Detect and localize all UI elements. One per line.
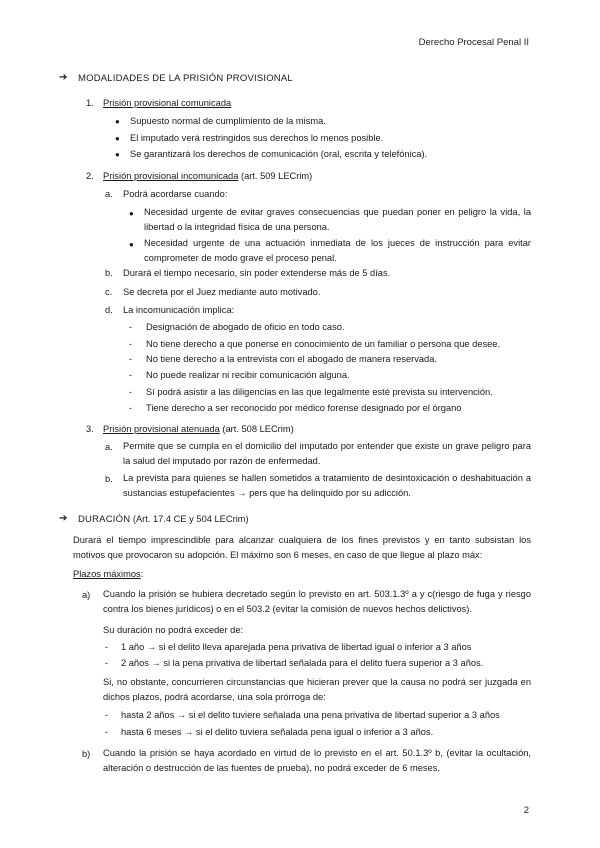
item-title: Prisión provisional incomunicada [103, 171, 239, 181]
list-item: El imputado verá restringidos sus derechos lo menos posible. [130, 133, 384, 143]
subsection-colon: : [140, 569, 144, 579]
sub-text: Se decreta por el Juez mediante auto motivado. [123, 287, 321, 297]
dash-marker: - [105, 642, 109, 652]
sub-label: b. [105, 268, 113, 278]
section-title: DURACIÓN [78, 514, 131, 525]
list-item: Designación de abogado de oficio en todo caso. [146, 322, 345, 332]
subsection-heading [73, 569, 143, 579]
sub-text: Cuando la prisión se haya acordado en virtud de lo previsto en el art. 50.1.3º b, (evitar la ocultación, alteración o destrucción de las fuentes de prueba), no podrá exceder de 6 meses. [103, 748, 531, 773]
section-heading [78, 514, 249, 525]
item-number: 2. [86, 171, 94, 181]
dash-marker: - [129, 354, 133, 364]
sub-text: La prevista para quienes se hallen sometidos a tratamiento de desintoxicación o deshabituación a sustancias estupefacientes → pers que ha delinquido por su adicción. [123, 473, 531, 498]
sub-label: b) [82, 749, 91, 759]
dash-marker: - [105, 658, 109, 668]
list-item: Necesidad urgente de una actuación inmediata de los jueces de instrucción para evitar comprometer de modo grave el proceso penal. [144, 238, 531, 263]
list-item: No puede realizar ni recibir comunicación alguna. [146, 370, 350, 380]
bullet-icon: ● [115, 117, 120, 126]
list-item: hasta 6 meses → si el delito tuviera señalada pena igual o inferior a 3 años. [121, 727, 434, 737]
sub-text: La incomunicación implica: [123, 305, 235, 315]
dash-marker: - [105, 727, 109, 737]
item-title: Prisión provisional atenuada [103, 424, 220, 434]
item-heading [103, 424, 294, 434]
dash-marker: - [129, 339, 133, 349]
bullet-icon: ● [115, 134, 120, 143]
section-reference: (Art. 17.4 CE y 504 LECrim) [130, 514, 249, 524]
item-reference: (art. 509 LECrim) [238, 171, 313, 181]
sub-text: Durará el tiempo necesario, sin poder extenderse más de 5 días. [123, 268, 391, 278]
dash-marker: - [129, 387, 133, 397]
list-item: Sí podrá asistir a las diligencias en las que legalmente esté prevista su intervención. [146, 387, 493, 397]
sub-text: Podrá acordarse cuando: [123, 189, 228, 199]
bullet-icon: ● [129, 240, 134, 249]
sub-text: Su duración no podrá exceder de: [103, 625, 244, 635]
list-item: No tiene derecho a que ponerse en conocimiento de un familiar o persona que desee. [146, 339, 501, 349]
list-item: Supuesto normal de cumplimiento de la misma. [130, 116, 326, 126]
sub-text: Permite que se cumpla en el domicilio del imputado por entender que existe un grave peligro para la salud del imputado por razón de enfermedad. [123, 441, 531, 466]
section-title: MODALIDADES DE LA PRISIÓN PROVISIONAL [78, 73, 293, 84]
list-item: 1 año → si el delito lleva aparejada pena privativa de libertad igual o inferior a 3 años [121, 642, 472, 652]
sub-text: Cuando la prisión se hubiera decretado según lo previsto en art. 503.1.3º a y c(riesgo de fuga y riesgo contra los bienes jurídicos) o en el 503.2 (evitar la comisión de nuevos hechos delictivos). [103, 589, 531, 614]
bullet-icon: ● [129, 209, 134, 218]
sub-label: c. [105, 287, 113, 297]
paragraph: Durará el tiempo imprescindible para alcanzar cualquiera de los fines previstos y en tanto subsistan los motivos que provocaron su adopción. El máximo son 6 meses, en caso de que llegue al plazo máx: [73, 535, 531, 560]
dash-marker: - [105, 710, 109, 720]
item-title: Prisión provisional comunicada [103, 98, 232, 108]
item-number: 1. [86, 98, 94, 108]
dash-marker: - [129, 403, 133, 413]
dash-marker: - [129, 370, 133, 380]
bullet-icon: ● [115, 150, 120, 159]
list-item: Necesidad urgente de evitar graves consecuencias que puedan poner en peligro la vida, la libertad o la integridad física de una persona. [144, 207, 531, 232]
list-item: No tiene derecho a la entrevista con el abogado de manera reservada. [146, 354, 437, 364]
list-item: Tiene derecho a ser reconocido por médico forense designado por el órgano [146, 403, 462, 413]
arrow-bullet: ➔ [59, 72, 68, 83]
sub-label: a. [105, 442, 113, 452]
sub-label: d. [105, 305, 113, 315]
item-heading [103, 171, 312, 181]
list-item: 2 años → si la pena privativa de libertad señalada para el delito fuera superior a 3 años. [121, 658, 484, 668]
item-reference: (art. 508 LECrim) [219, 424, 294, 434]
sub-label: a. [105, 189, 113, 199]
subsection-title: Plazos máximos [73, 569, 141, 579]
paragraph: Si, no obstante, concurrieren circunstancias que hicieran prever que la causa no podrá ser juzgada en dichos plazos, podrá acordarse, una sola prórroga de: [103, 677, 531, 702]
running-header: Derecho Procesal Penal II [418, 37, 529, 48]
sub-label: b. [105, 474, 113, 484]
arrow-bullet: ➔ [59, 513, 68, 524]
list-item: hasta 2 años → si el delito tuviere señalada una pena privativa de libertad superior a 3 años [121, 710, 500, 720]
page-number: 2 [523, 805, 529, 816]
item-number: 3. [86, 424, 94, 434]
sub-label: a) [82, 590, 91, 600]
list-item: Se garantizará los derechos de comunicación (oral, escrita y telefónica). [130, 149, 428, 159]
dash-marker: - [129, 322, 133, 332]
